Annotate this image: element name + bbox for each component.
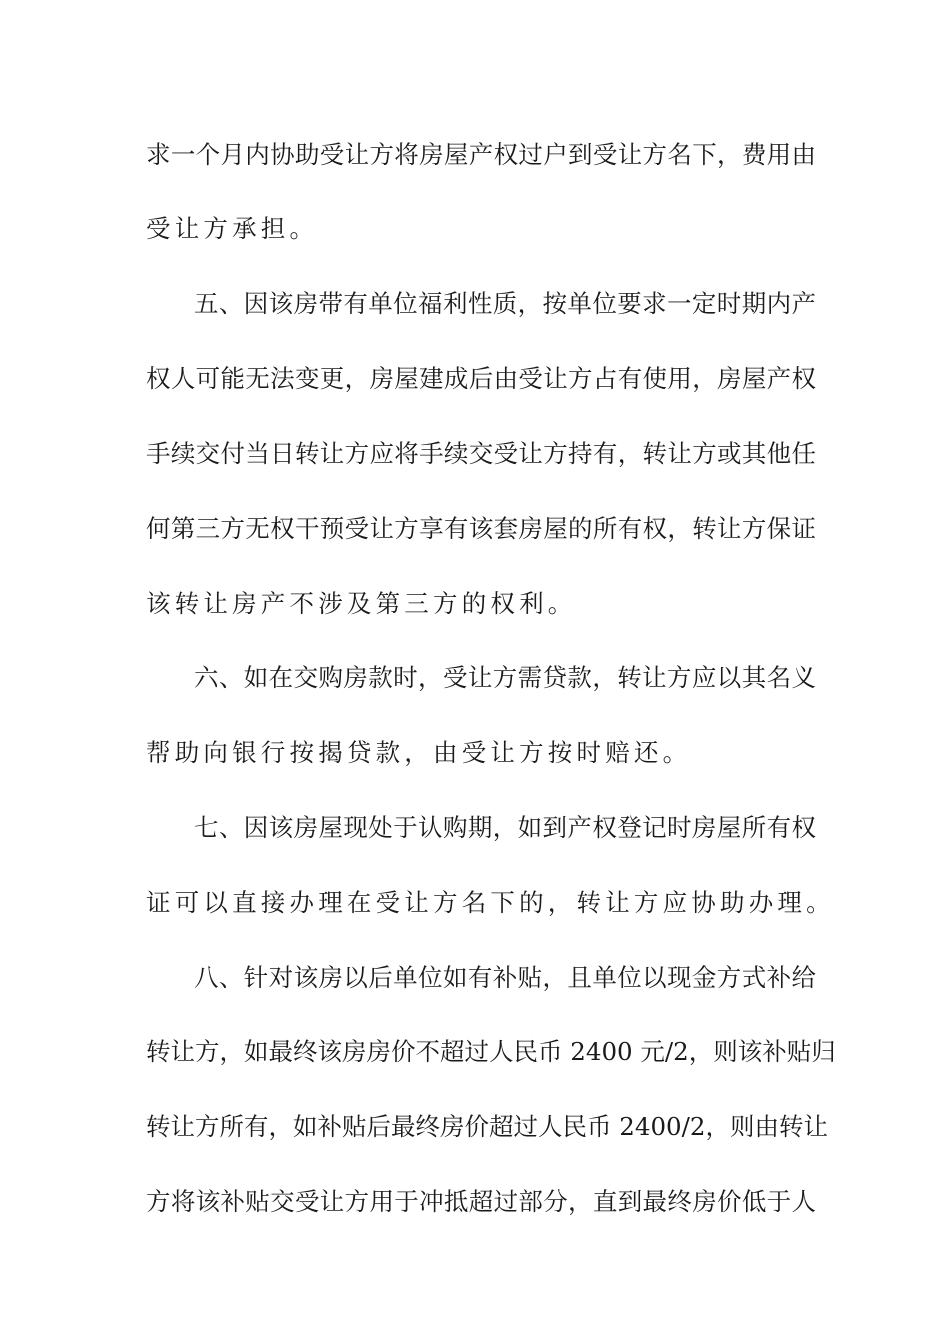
paragraph-5-line-4: 何第三方无权干预受让方享有该套房屋的所有权，转让方保证 (146, 514, 816, 543)
paragraph-7-line-2: 证可以直接办理在受让方名下的，转让方应协助办理。 (146, 888, 835, 917)
paragraph-5-line-3: 手续交付当日转让方应将手续交受让方持有，转让方或其他任 (146, 439, 816, 468)
paragraph-7-line-1: 七、因该房屋现处于认购期，如到产权登记时房屋所有权 (194, 813, 816, 842)
paragraph-6-line-1: 六、如在交购房款时，受让方需贷款，转让方应以其名义 (194, 663, 816, 692)
paragraph-5-line-2: 权人可能无法变更，房屋建成后由受让方占有使用，房屋产权 (146, 364, 816, 393)
paragraph-8-line-1: 八、针对该房以后单位如有补贴，且单位以现金方式补给 (194, 963, 816, 992)
paragraph-5-line-1: 五、因该房带有单位福利性质，按单位要求一定时期内产 (194, 289, 816, 318)
text-line-2: 受让方承担。 (146, 214, 319, 243)
paragraph-5-line-5: 该转让房产不涉及第三方的权利。 (146, 589, 577, 618)
paragraph-8-line-3: 转让方所有，如补贴后最终房价超过人民币 2400/2，则由转让 (146, 1112, 828, 1141)
paragraph-8-line-4: 方将该补贴交受让方用于冲抵超过部分，直到最终房价低于人 (146, 1187, 816, 1216)
paragraph-6-line-2: 帮助向银行按揭贷款，由受让方按时赔还。 (146, 738, 692, 767)
text-line-1: 求一个月内协助受让方将房屋产权过户到受让方名下，费用由 (146, 140, 816, 169)
paragraph-8-line-2: 转让方，如最终该房房价不超过人民币 2400 元/2，则该补贴归 (146, 1037, 836, 1066)
